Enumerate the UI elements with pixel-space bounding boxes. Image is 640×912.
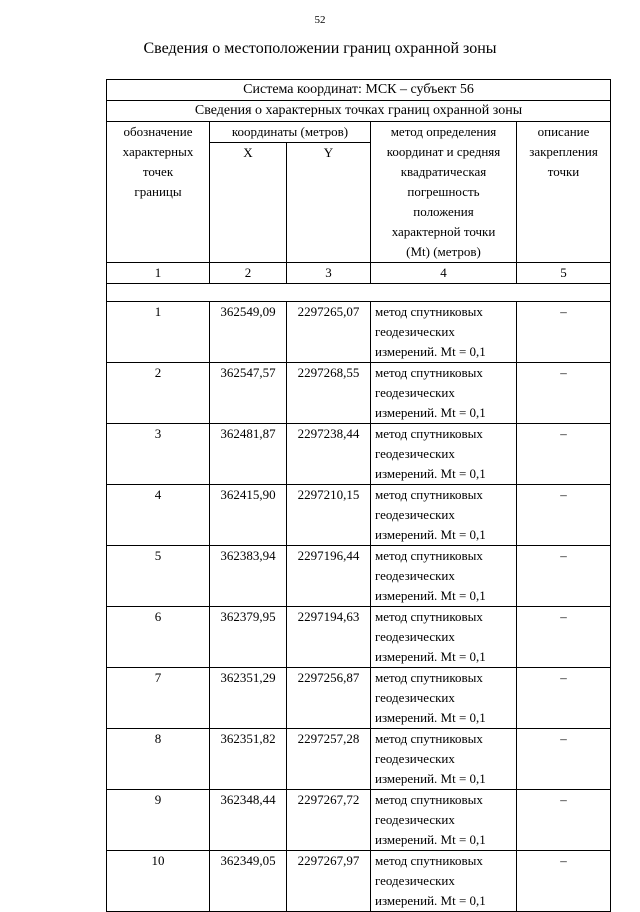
cell-method: метод спутниковых геодезических измерений. Mt = 0,1 bbox=[371, 851, 517, 912]
cell-coord-y: 2297267,97 bbox=[287, 851, 371, 912]
cell-coord-y: 2297194,63 bbox=[287, 607, 371, 668]
cell-coord-y: 2297196,44 bbox=[287, 546, 371, 607]
cell-point-id: 6 bbox=[107, 607, 210, 668]
table-row bbox=[107, 851, 611, 912]
cell-description: – bbox=[517, 424, 611, 485]
blank-row bbox=[107, 284, 611, 302]
cell-method: метод спутниковых геодезических измерений. Mt = 0,1 bbox=[371, 302, 517, 363]
cell-description: – bbox=[517, 729, 611, 790]
col-header-description bbox=[517, 122, 611, 263]
cell-description: – bbox=[517, 363, 611, 424]
cell-coord-x: 362351,29 bbox=[210, 668, 287, 729]
blank-cell bbox=[107, 284, 611, 302]
column-number: 1 bbox=[107, 263, 210, 284]
cell-method: метод спутниковых геодезических измерений. Mt = 0,1 bbox=[371, 363, 517, 424]
cell-point-id: 7 bbox=[107, 668, 210, 729]
cell-point-id: 10 bbox=[107, 851, 210, 912]
column-number: 3 bbox=[287, 263, 371, 284]
document-title: Сведения о местоположении границ охранной зоны bbox=[143, 40, 497, 57]
cell-coord-x: 362349,05 bbox=[210, 851, 287, 912]
column-number: 4 bbox=[371, 263, 517, 284]
table-row bbox=[107, 302, 611, 363]
cell-method: метод спутниковых геодезических измерений. Mt = 0,1 bbox=[371, 790, 517, 851]
col-header-y: Y bbox=[287, 143, 371, 263]
cell-description: – bbox=[517, 607, 611, 668]
col-header-description-text: описание закрепления точки bbox=[529, 124, 598, 179]
col-header-coordinates: координаты (метров) bbox=[210, 122, 371, 143]
col-header-method bbox=[371, 122, 517, 263]
cell-point-id: 8 bbox=[107, 729, 210, 790]
cell-method: метод спутниковых геодезических измерений. Mt = 0,1 bbox=[371, 546, 517, 607]
cell-coord-y: 2297268,55 bbox=[287, 363, 371, 424]
cell-method: метод спутниковых геодезических измерений. Mt = 0,1 bbox=[371, 607, 517, 668]
table-row bbox=[107, 729, 611, 790]
column-number: 5 bbox=[517, 263, 611, 284]
cell-point-id: 4 bbox=[107, 485, 210, 546]
cell-coord-y: 2297267,72 bbox=[287, 790, 371, 851]
boundary-points-table bbox=[106, 79, 611, 912]
cell-description: – bbox=[517, 546, 611, 607]
cell-coord-x: 362549,09 bbox=[210, 302, 287, 363]
page-number: 52 bbox=[314, 14, 326, 26]
cell-coord-y: 2297257,28 bbox=[287, 729, 371, 790]
cell-coord-x: 362351,82 bbox=[210, 729, 287, 790]
col-header-point-id-text: обозначение характерных точек границы bbox=[122, 124, 194, 199]
cell-description: – bbox=[517, 302, 611, 363]
cell-coord-x: 362481,87 bbox=[210, 424, 287, 485]
cell-coord-y: 2297210,15 bbox=[287, 485, 371, 546]
table-subtitle-row bbox=[107, 101, 611, 122]
cell-coord-y: 2297256,87 bbox=[287, 668, 371, 729]
cell-coord-x: 362379,95 bbox=[210, 607, 287, 668]
table-row bbox=[107, 668, 611, 729]
cell-description: – bbox=[517, 851, 611, 912]
table-row bbox=[107, 790, 611, 851]
cell-point-id: 2 bbox=[107, 363, 210, 424]
cell-coord-x: 362415,90 bbox=[210, 485, 287, 546]
table-row bbox=[107, 546, 611, 607]
column-number: 2 bbox=[210, 263, 287, 284]
cell-coord-y: 2297265,07 bbox=[287, 302, 371, 363]
cell-point-id: 5 bbox=[107, 546, 210, 607]
coordinate-system-row bbox=[107, 80, 611, 101]
column-header-row bbox=[107, 122, 611, 143]
table-row bbox=[107, 607, 611, 668]
cell-method: метод спутниковых геодезических измерений. Mt = 0,1 bbox=[371, 668, 517, 729]
cell-description: – bbox=[517, 668, 611, 729]
cell-description: – bbox=[517, 790, 611, 851]
coordinate-system-label: Система координат: МСК – субъект 56 bbox=[107, 80, 611, 101]
data-rows bbox=[107, 302, 611, 912]
table-subtitle: Сведения о характерных точках границ охранной зоны bbox=[107, 101, 611, 122]
table-row bbox=[107, 363, 611, 424]
table-row bbox=[107, 485, 611, 546]
cell-coord-y: 2297238,44 bbox=[287, 424, 371, 485]
cell-method: метод спутниковых геодезических измерений. Mt = 0,1 bbox=[371, 485, 517, 546]
cell-point-id: 9 bbox=[107, 790, 210, 851]
cell-method: метод спутниковых геодезических измерений. Mt = 0,1 bbox=[371, 424, 517, 485]
col-header-point-id bbox=[107, 122, 210, 263]
cell-description: – bbox=[517, 485, 611, 546]
cell-coord-x: 362547,57 bbox=[210, 363, 287, 424]
cell-point-id: 3 bbox=[107, 424, 210, 485]
cell-coord-x: 362383,94 bbox=[210, 546, 287, 607]
cell-method: метод спутниковых геодезических измерений. Mt = 0,1 bbox=[371, 729, 517, 790]
table-row bbox=[107, 424, 611, 485]
cell-point-id: 1 bbox=[107, 302, 210, 363]
col-header-method-text: метод определения координат и средняя квадратическая погрешность положения характерной точки (Mt) (метров) bbox=[386, 124, 501, 259]
col-header-x: X bbox=[210, 143, 287, 263]
column-number-row bbox=[107, 263, 611, 284]
cell-coord-x: 362348,44 bbox=[210, 790, 287, 851]
